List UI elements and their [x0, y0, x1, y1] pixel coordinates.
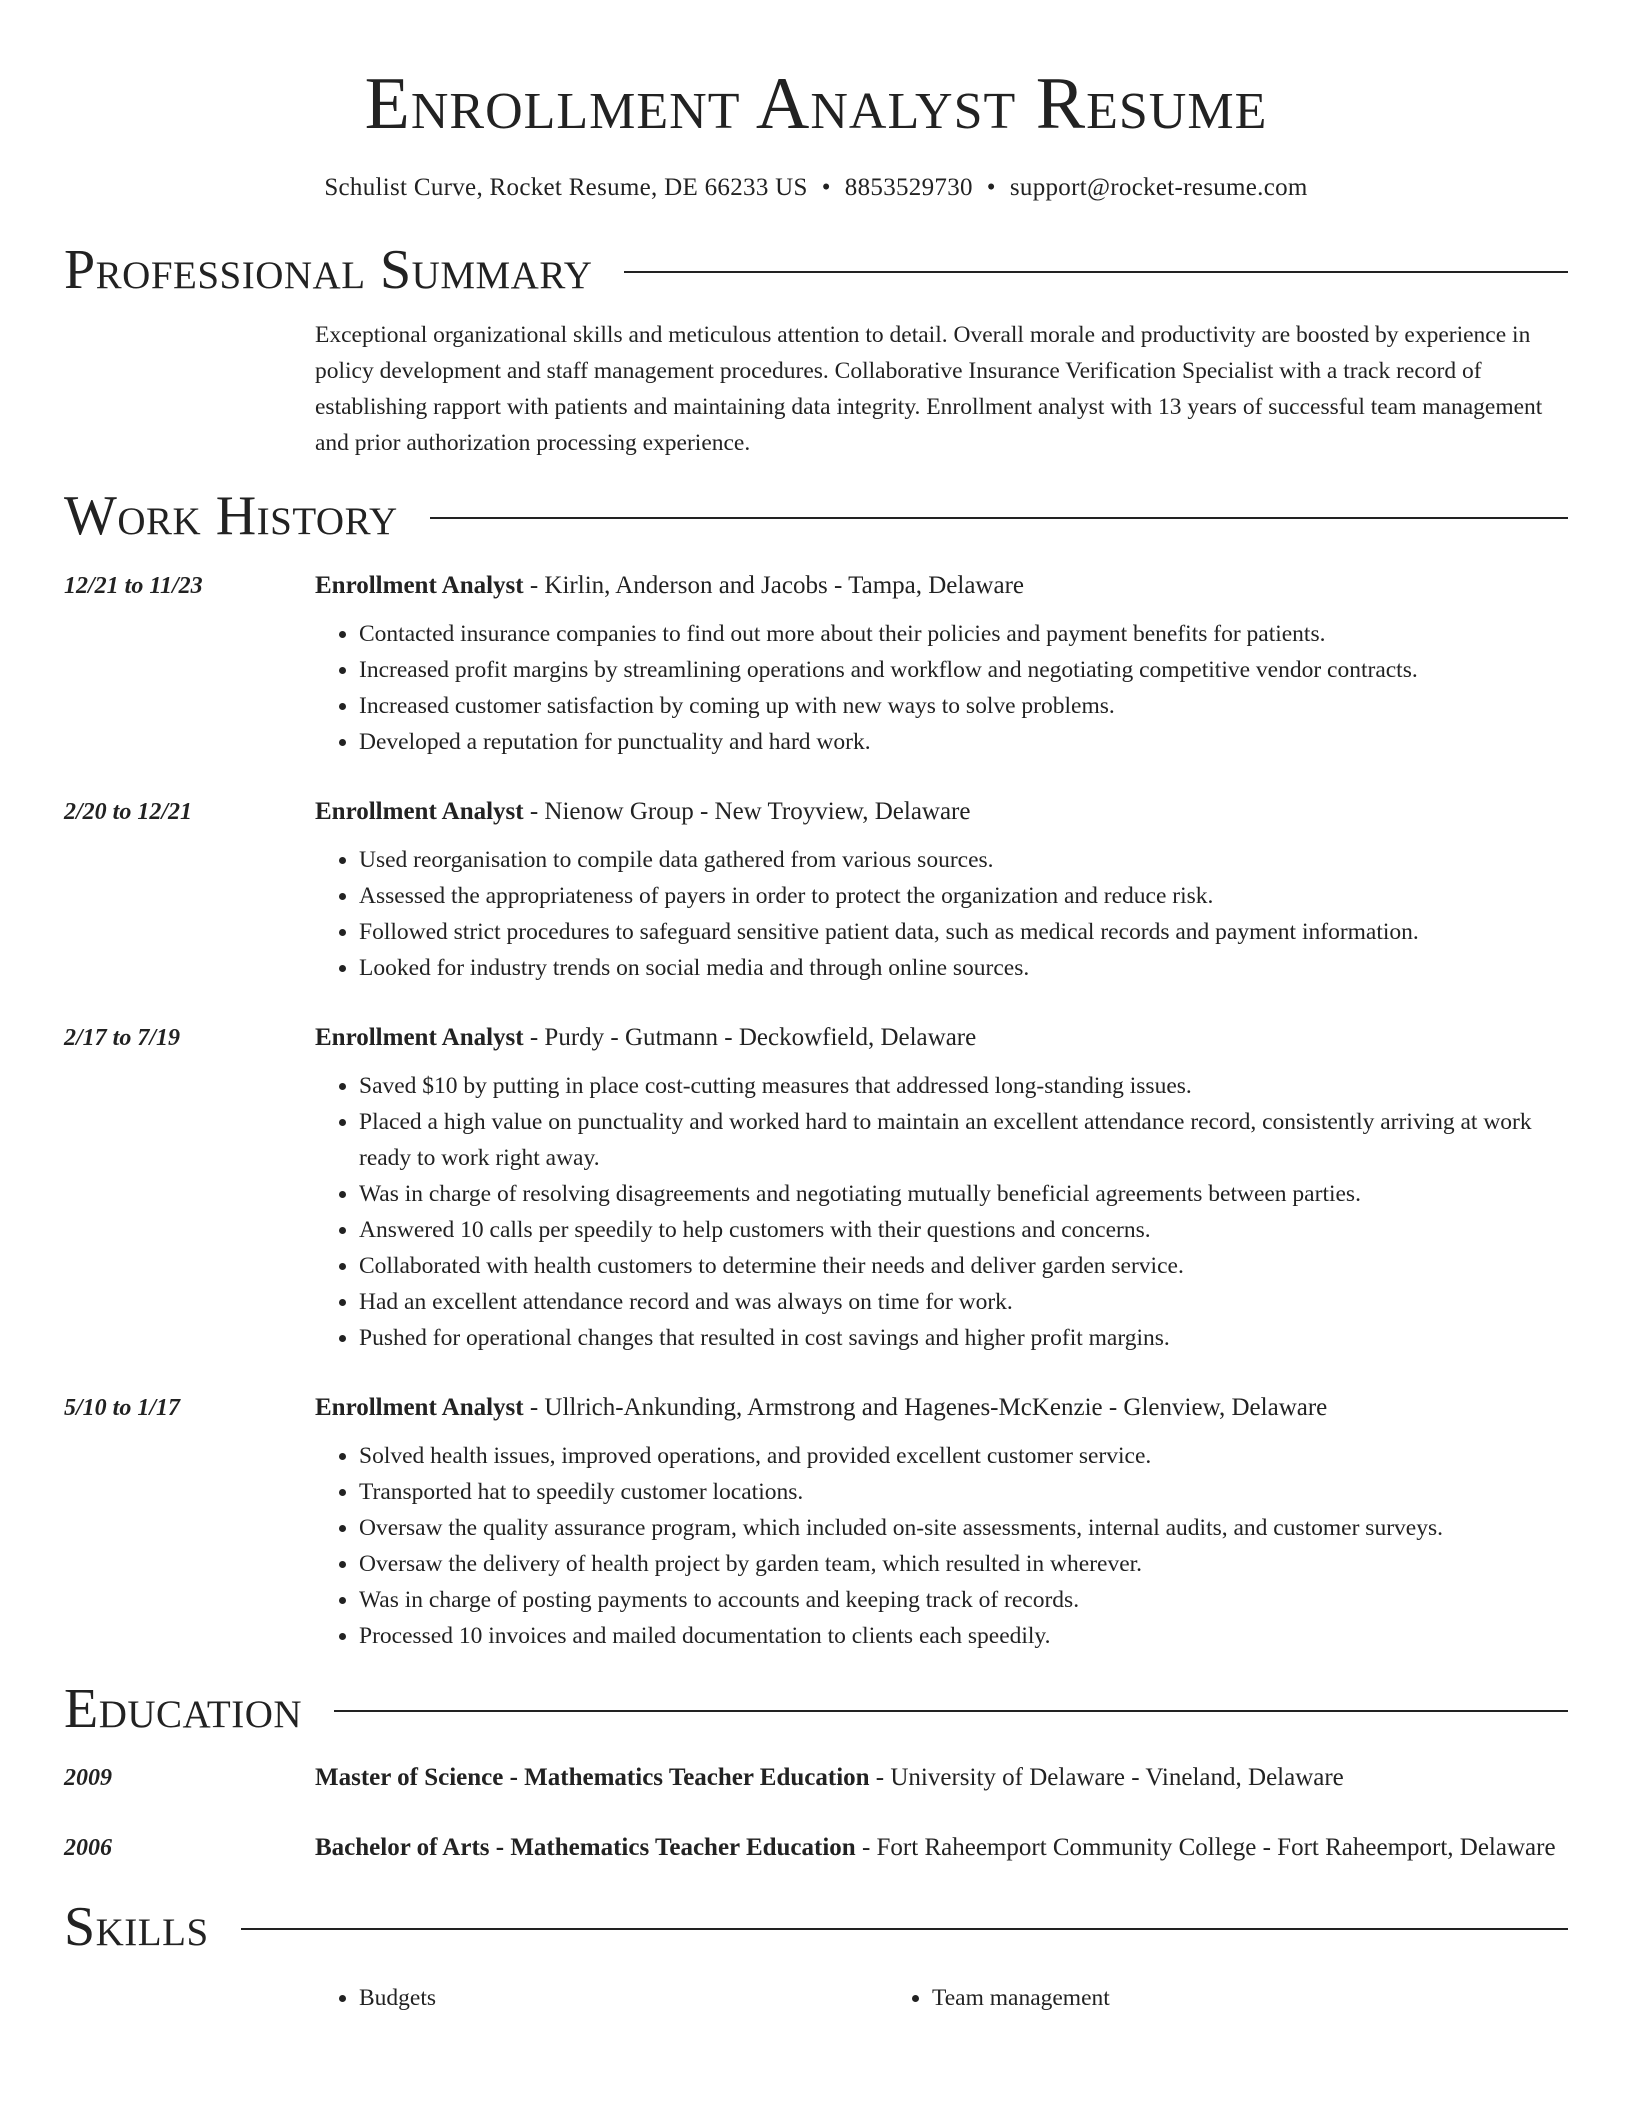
education-entry	[64, 1830, 1568, 1866]
list-item: • Had an excellent attendance record and was always on time for work.	[359, 1284, 1568, 1320]
list-item: • Solved health issues, improved operations, and provided excellent customer service.	[359, 1438, 1568, 1474]
list-item: • Oversaw the quality assurance program, which included on-site assessments, internal audits, and customer surveys.	[359, 1510, 1568, 1546]
contact-separator: •	[986, 174, 996, 201]
education-year: 2009	[64, 1765, 112, 1791]
list-item: • Saved $10 by putting in place cost-cutting measures that addressed long-standing issues.	[359, 1068, 1568, 1104]
skills-heading: Skills	[64, 1896, 209, 1958]
job-header	[315, 1020, 1568, 1056]
section-divider	[334, 1710, 1568, 1712]
skill-item: • Budgets	[359, 1980, 888, 2016]
education-entry	[64, 1760, 1568, 1796]
section-divider	[430, 517, 1568, 519]
job-content	[315, 1390, 1568, 1654]
education-content	[315, 1760, 1568, 1796]
education-content	[315, 1830, 1568, 1866]
job-header	[315, 794, 1568, 830]
education-heading: Education	[64, 1678, 303, 1740]
list-item: • Contacted insurance companies to find out more about their policies and payment benefits for patients.	[359, 616, 1568, 652]
skill-item: • Team management	[932, 1980, 1461, 2016]
job-content	[315, 1020, 1568, 1356]
education-degree: Master of Science - Mathematics Teacher Education	[315, 1764, 870, 1791]
list-item: • Developed a reputation for punctuality and hard work.	[359, 724, 1568, 760]
skills-section-header	[64, 1896, 1568, 1958]
job-title: Enrollment Analyst	[315, 572, 524, 599]
skills-column-left	[315, 1980, 888, 2016]
list-item: • Placed a high value on punctuality and worked hard to maintain an excellent attendance record, consistently arriving at work ready to work right away.	[359, 1104, 1568, 1176]
summary-heading: Professional Summary	[64, 239, 593, 301]
job-dates: 12/21 to 11/23	[64, 573, 203, 599]
list-item: • Increased profit margins by streamlining operations and workflow and negotiating competitive vendor contracts.	[359, 652, 1568, 688]
contact-separator: •	[821, 174, 831, 201]
list-item: • Looked for industry trends on social media and through online sources.	[359, 950, 1568, 986]
education-year: 2006	[64, 1835, 112, 1861]
job-bullets	[315, 1068, 1568, 1356]
skills-column-right	[888, 1980, 1461, 2016]
list-item: • Oversaw the delivery of health project by garden team, which resulted in wherever.	[359, 1546, 1568, 1582]
job-content	[315, 794, 1568, 986]
job-bullets	[315, 616, 1568, 760]
resume-title: Enrollment Analyst Resume	[364, 63, 1268, 145]
job-details: - Ullrich-Ankunding, Armstrong and Hagenes-McKenzie - Glenview, Delaware	[523, 1394, 1328, 1421]
list-item: • Followed strict procedures to safeguard sensitive patient data, such as medical records and payment information.	[359, 914, 1568, 950]
job-header	[315, 568, 1568, 604]
section-divider	[241, 1928, 1568, 1930]
work-heading: Work History	[64, 485, 398, 547]
contact-address: Schulist Curve, Rocket Resume, DE 66233 US	[324, 174, 808, 201]
job-details: - Nienow Group - New Troyview, Delaware	[523, 798, 971, 825]
summary-text: Exceptional organizational skills and meticulous attention to detail. Overall morale and productivity are boosted by experience in policy development and staff management procedures. Collaborative Insurance Verification Specialist with a track record of establishing rapport with patients and maintaining data integrity. Enrollment analyst with 13 years of successful team management and prior authorization processing experience.	[315, 322, 1543, 456]
job-entry	[64, 1390, 1568, 1654]
job-entry	[64, 568, 1568, 760]
job-dates: 2/17 to 7/19	[64, 1025, 181, 1051]
list-item: • Was in charge of posting payments to accounts and keeping track of records.	[359, 1582, 1568, 1618]
job-bullets	[315, 1438, 1568, 1654]
job-dates: 2/20 to 12/21	[64, 799, 193, 825]
list-item: • Was in charge of resolving disagreements and negotiating mutually beneficial agreements between parties.	[359, 1176, 1568, 1212]
section-divider	[624, 271, 1568, 273]
list-item: • Pushed for operational changes that resulted in cost savings and higher profit margins.	[359, 1320, 1568, 1356]
list-item: • Transported hat to speedily customer locations.	[359, 1474, 1568, 1510]
list-item: • Used reorganisation to compile data gathered from various sources.	[359, 842, 1568, 878]
job-title: Enrollment Analyst	[315, 1394, 524, 1421]
contact-email[interactable]: support@rocket-resume.com	[1009, 174, 1308, 201]
education-section-header	[64, 1678, 1568, 1740]
job-bullets	[315, 842, 1568, 986]
job-header	[315, 1390, 1568, 1426]
education-details: - Fort Raheemport Community College - Fort Raheemport, Delaware	[855, 1834, 1556, 1861]
list-item: • Answered 10 calls per speedily to help customers with their questions and concerns.	[359, 1212, 1568, 1248]
job-title: Enrollment Analyst	[315, 798, 524, 825]
list-item: • Increased customer satisfaction by coming up with new ways to solve problems.	[359, 688, 1568, 724]
contact-phone: 8853529730	[844, 174, 973, 201]
job-entry	[64, 794, 1568, 986]
list-item: • Processed 10 invoices and mailed documentation to clients each speedily.	[359, 1618, 1568, 1654]
list-item: • Collaborated with health customers to determine their needs and deliver garden service.	[359, 1248, 1568, 1284]
work-section-header	[64, 485, 1568, 547]
job-details: - Purdy - Gutmann - Deckowfield, Delaware	[523, 1024, 977, 1051]
job-details: - Kirlin, Anderson and Jacobs - Tampa, Delaware	[523, 572, 1025, 599]
contact-line	[64, 171, 1568, 205]
job-entry	[64, 1020, 1568, 1356]
job-title: Enrollment Analyst	[315, 1024, 524, 1051]
education-degree: Bachelor of Arts - Mathematics Teacher Education	[315, 1834, 856, 1861]
skills-grid	[315, 1980, 1568, 2016]
education-details: - University of Delaware - Vineland, Delaware	[869, 1764, 1344, 1791]
list-item: • Assessed the appropriateness of payers in order to protect the organization and reduce risk.	[359, 878, 1568, 914]
job-dates: 5/10 to 1/17	[64, 1395, 181, 1421]
job-content	[315, 568, 1568, 760]
summary-section-header	[64, 239, 1568, 301]
